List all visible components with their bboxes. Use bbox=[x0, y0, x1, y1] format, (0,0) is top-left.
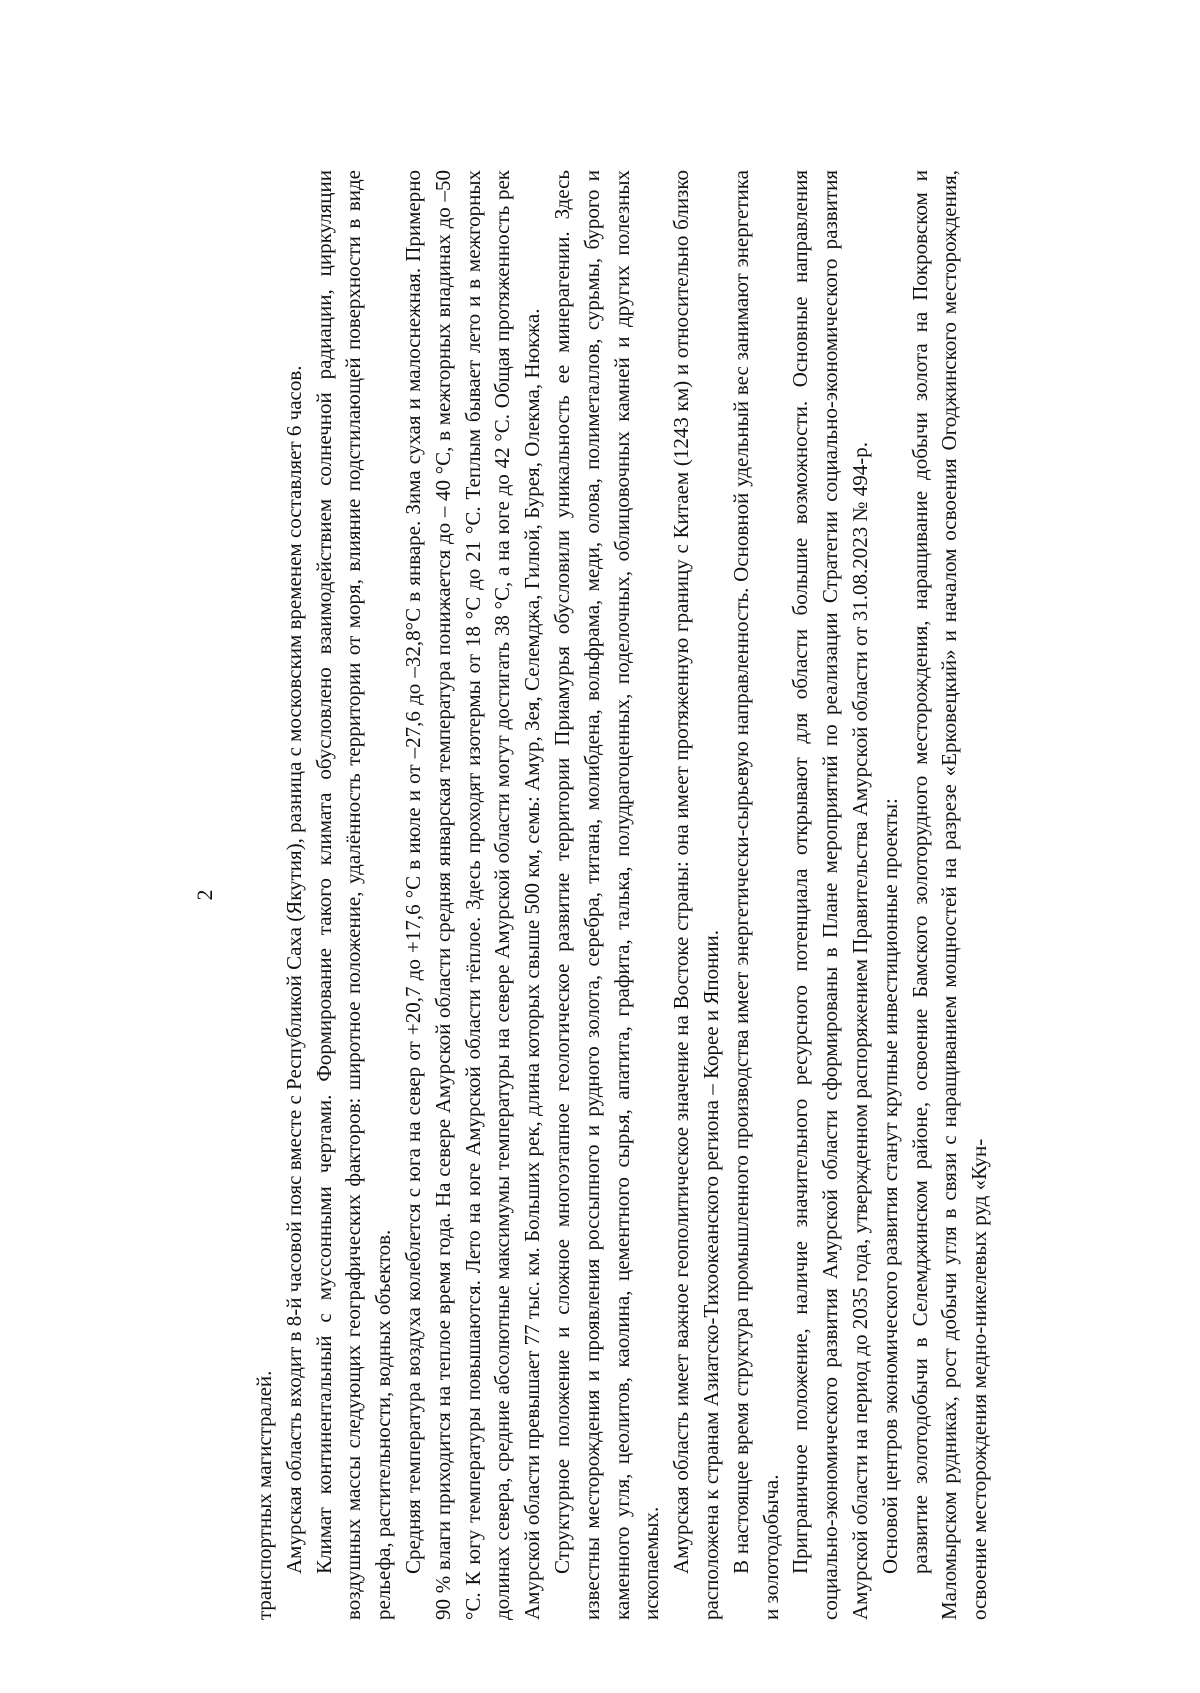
paragraph-gold-mining: развитие золотодобычи в Селемджинском районе, освоение Бамского золоторудного месторождения, наращивание добычи золота на Покровском и Маломырском рудниках, рост добычи угля в связи с наращиванием мощностей на разрезе «Ерковецкий» и началом освоения Огоджинского месторождения, освоение месторождения медно-никелевых руд «Кун- bbox=[907, 170, 992, 1620]
paragraph-geology: Структурное положение и сложное многоэтапное геологическое развитие территории Приамурья обусловили уникальность ее минерагении. Здесь известны месторождения и проявления россыпного и рудного золота, серебра, титана, молибдена, вольфрама, меди, олова, полиметаллов, сурьмы, бурого и каменного угля, цеолитов, каолина, цементного сырья, апатита, графита, талька, полудрагоценных, поделочных, облицовочных камней и других полезных ископаемых. bbox=[549, 170, 664, 1620]
paragraph-geopolitics: Амурская область имеет важное геополитическое значение на Востоке страны: она имеет протяженную границу с Китаем (1243 км) и относительно близко расположена к странам Азиатско-Тихоокеанского региона – Корее и Японии. bbox=[669, 170, 723, 1620]
paragraph-investment-intro: Основой центров экономического развития станут крупные инвестиционные проекты: bbox=[877, 798, 902, 1574]
paragraph-strategy: Приграничное положение, наличие значительного ресурсного потенциала открывают для области большие возможности. Основные направления социально-экономического развития Амурской области сформированы в Плане мероприятий по реализации Стратегии социально-экономического развития Амурской области на период до 2035 года, утвержденном распоряжением Правительства Амурской области от 31.08.2023 № 494-р. bbox=[788, 170, 872, 1620]
paragraph-climate: Климат континентальный с муссонными чертами. Формирование такого климата обусловлено взаимодействием солнечной радиации, циркуляции воздушных массы следующих географических факторов: широтное положение, удалённость территории от моря, влияние подстилающей поверхности в виде рельефа, растительности, водных объектов. bbox=[311, 170, 396, 1620]
rotated-page-content bbox=[190, 170, 1030, 1620]
paragraph-industry: В настоящее время структура промышленного производства имеет энергетически-сырьевую направленность. Основной удельный вес занимают энергетика и золотодобыча. bbox=[728, 170, 783, 1620]
paragraph-continuation: транспортных магистралей. bbox=[252, 1370, 276, 1620]
paragraph-time-zone: Амурская область входит в 8-й часовой пояс вместе с Республикой Саха (Якутия), разница с московским временем составляет 6 часов. bbox=[281, 365, 306, 1574]
page-number: 2 bbox=[192, 889, 217, 901]
paragraph-temperature-rivers: Средняя температура воздуха колеблется с юга на север от +20,7 до +17,6 °С в июле и от –27,6 до –32,8°С в январе. Зима сухая и малоснежная. Примерно 90 % влаги приходится на теплое время года. На севере Амурской области средняя январская температура понижается до – 40 °С, в межгорных впадинах до –50 °С. К югу температуры повышаются. Лето на юге Амурской области тёплое. Здесь проходят изотермы от 18 °С до 21 °С. Теплым бывает лето и в межгорных долинах севера, средние абсолютные максимумы температуры на севере Амурской области могут достигать 38 °С, а на юге до 42 °С. Общая протяженность рек Амурской области превышает 77 тыс. км. Больших рек, длина которых свыше 500 км, семь: Амур, Зея, Селемджа, Гилюй, Бурея, Олекма, Нюкжа. bbox=[400, 170, 545, 1620]
document-body bbox=[250, 170, 995, 1620]
